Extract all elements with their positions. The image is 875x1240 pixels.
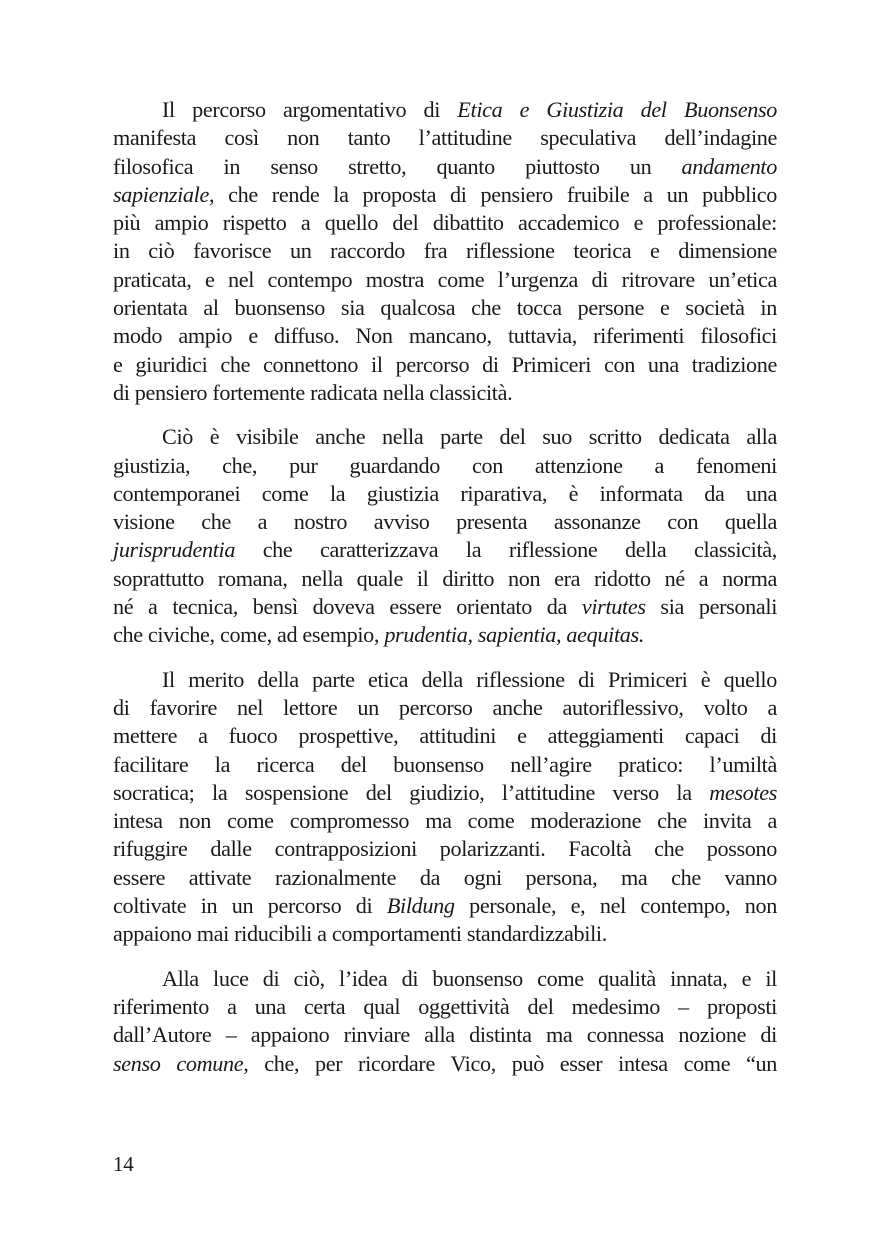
- text-run: più ampio rispetto a quello del dibattito accademico e professionale:: [113, 210, 777, 236]
- text-run: Ciò è visibile anche nella parte del suo scritto dedicata alla: [162, 424, 777, 450]
- text-run: visione che a nostro avviso presenta assonanze con quella: [113, 509, 777, 535]
- text-line: [113, 593, 777, 621]
- italic-text: virtutes: [581, 594, 646, 620]
- text-line: [113, 621, 777, 649]
- text-run: modo ampio e diffuso. Non mancano, tuttavia, riferimenti filosofici: [113, 323, 777, 349]
- text-run: sia personali: [645, 594, 778, 620]
- text-run: Il percorso argomentativo di: [162, 97, 458, 122]
- text-line: [113, 322, 777, 350]
- text-run: di pensiero fortemente radicata nella classicità.: [113, 379, 513, 405]
- text-line: [113, 965, 777, 993]
- text-run: , che rende la proposta di pensiero fruibile a un pubblico: [208, 181, 777, 207]
- text-line: [113, 565, 777, 593]
- text-line: [113, 508, 777, 536]
- paragraph: [113, 965, 777, 1078]
- text-line: [113, 351, 777, 379]
- italic-text: sapienziale: [113, 181, 209, 207]
- paragraph: [113, 423, 777, 649]
- text-run: che civiche, come, ad esempio,: [113, 622, 385, 648]
- text-run: e giuridici che connettono il percorso di Primiceri con una tradizione: [113, 351, 777, 377]
- text-line: [113, 96, 777, 124]
- italic-text: Bildung: [386, 893, 455, 919]
- text-line: [113, 1021, 777, 1049]
- text-line: [113, 892, 777, 920]
- italic-text: Etica e Giustizia del Buonsenso: [457, 97, 777, 122]
- text-line: [113, 536, 777, 564]
- text-line: [113, 694, 777, 722]
- text-run: orientata al buonsenso sia qualcosa che tocca persone e società in: [113, 295, 777, 321]
- text-line: [113, 835, 777, 863]
- italic-text: senso comune: [113, 1050, 244, 1076]
- text-line: [113, 722, 777, 750]
- text-run: Il merito della parte etica della riflessione di Primiceri è quello: [162, 666, 777, 692]
- text-run: appaiono mai riducibili a comportamenti standardizzabili.: [113, 921, 607, 947]
- text-run: né a tecnica, bensì doveva essere orientato da: [113, 594, 582, 620]
- italic-text: mesotes: [709, 779, 777, 805]
- paragraph: [113, 96, 777, 407]
- text-run: socratica; la sospensione del giudizio, l’attitudine verso la: [113, 779, 710, 805]
- paragraph: [113, 666, 777, 949]
- text-run: manifesta così non tanto l’attitudine speculativa dell’indagine: [113, 125, 777, 151]
- text-line: [113, 124, 777, 152]
- text-run: , che, per ricordare Vico, può esser intesa come “un: [243, 1050, 777, 1076]
- text-run: rifuggire dalle contrapposizioni polarizzanti. Facoltà che possono: [113, 836, 777, 862]
- page-body-text: [113, 96, 777, 1094]
- page-number: 14: [113, 1152, 134, 1176]
- text-run: giustizia, che, pur guardando con attenzione a fenomeni: [113, 452, 777, 478]
- text-line: [113, 294, 777, 322]
- text-line: [113, 807, 777, 835]
- text-line: [113, 153, 777, 181]
- text-run: filosofica in senso stretto, quanto piuttosto un: [113, 153, 682, 179]
- text-line: [113, 209, 777, 237]
- text-run: riferimento a una certa qual oggettività del medesimo – proposti: [113, 993, 777, 1019]
- text-line: [113, 237, 777, 265]
- text-run: coltivate in un percorso di: [113, 893, 387, 919]
- text-line: [113, 181, 777, 209]
- text-line: [113, 480, 777, 508]
- text-line: [113, 920, 777, 948]
- text-line: [113, 666, 777, 694]
- italic-text: prudentia, sapientia, aequitas.: [384, 622, 645, 648]
- text-run: di favorire nel lettore un percorso anche autoriflessivo, volto a: [113, 694, 777, 720]
- text-line: [113, 1050, 777, 1078]
- italic-text: jurisprudentia: [113, 537, 236, 563]
- text-run: soprattutto romana, nella quale il diritto non era ridotto né a norma: [113, 565, 777, 591]
- text-line: [113, 779, 777, 807]
- text-line: [113, 993, 777, 1021]
- text-run: essere attivate razionalmente da ogni persona, ma che vanno: [113, 864, 777, 890]
- text-run: dall’Autore – appaiono rinviare alla distinta ma connessa nozione di: [113, 1022, 777, 1048]
- text-run: contemporanei come la giustizia riparativa, è informata da una: [113, 480, 777, 506]
- text-line: [113, 379, 777, 407]
- text-line: [113, 864, 777, 892]
- text-line: [113, 751, 777, 779]
- text-run: praticata, e nel contempo mostra come l’urgenza di ritrovare un’etica: [113, 266, 777, 292]
- text-run: che caratterizzava la riflessione della classicità,: [235, 537, 777, 563]
- text-run: intesa non come compromesso ma come moderazione che invita a: [113, 808, 777, 834]
- text-run: personale, e, nel contempo, non: [454, 893, 777, 919]
- italic-text: andamento: [681, 153, 777, 179]
- text-line: [113, 452, 777, 480]
- text-run: mettere a fuoco prospettive, attitudini e atteggiamenti capaci di: [113, 723, 777, 749]
- text-run: in ciò favorisce un raccordo fra riflessione teorica e dimensione: [113, 238, 777, 264]
- text-run: Alla luce di ciò, l’idea di buonsenso come qualità innata, e il: [162, 965, 777, 991]
- text-line: [113, 266, 777, 294]
- text-run: facilitare la ricerca del buonsenso nell’agire pratico: l’umiltà: [113, 751, 777, 777]
- text-line: [113, 423, 777, 451]
